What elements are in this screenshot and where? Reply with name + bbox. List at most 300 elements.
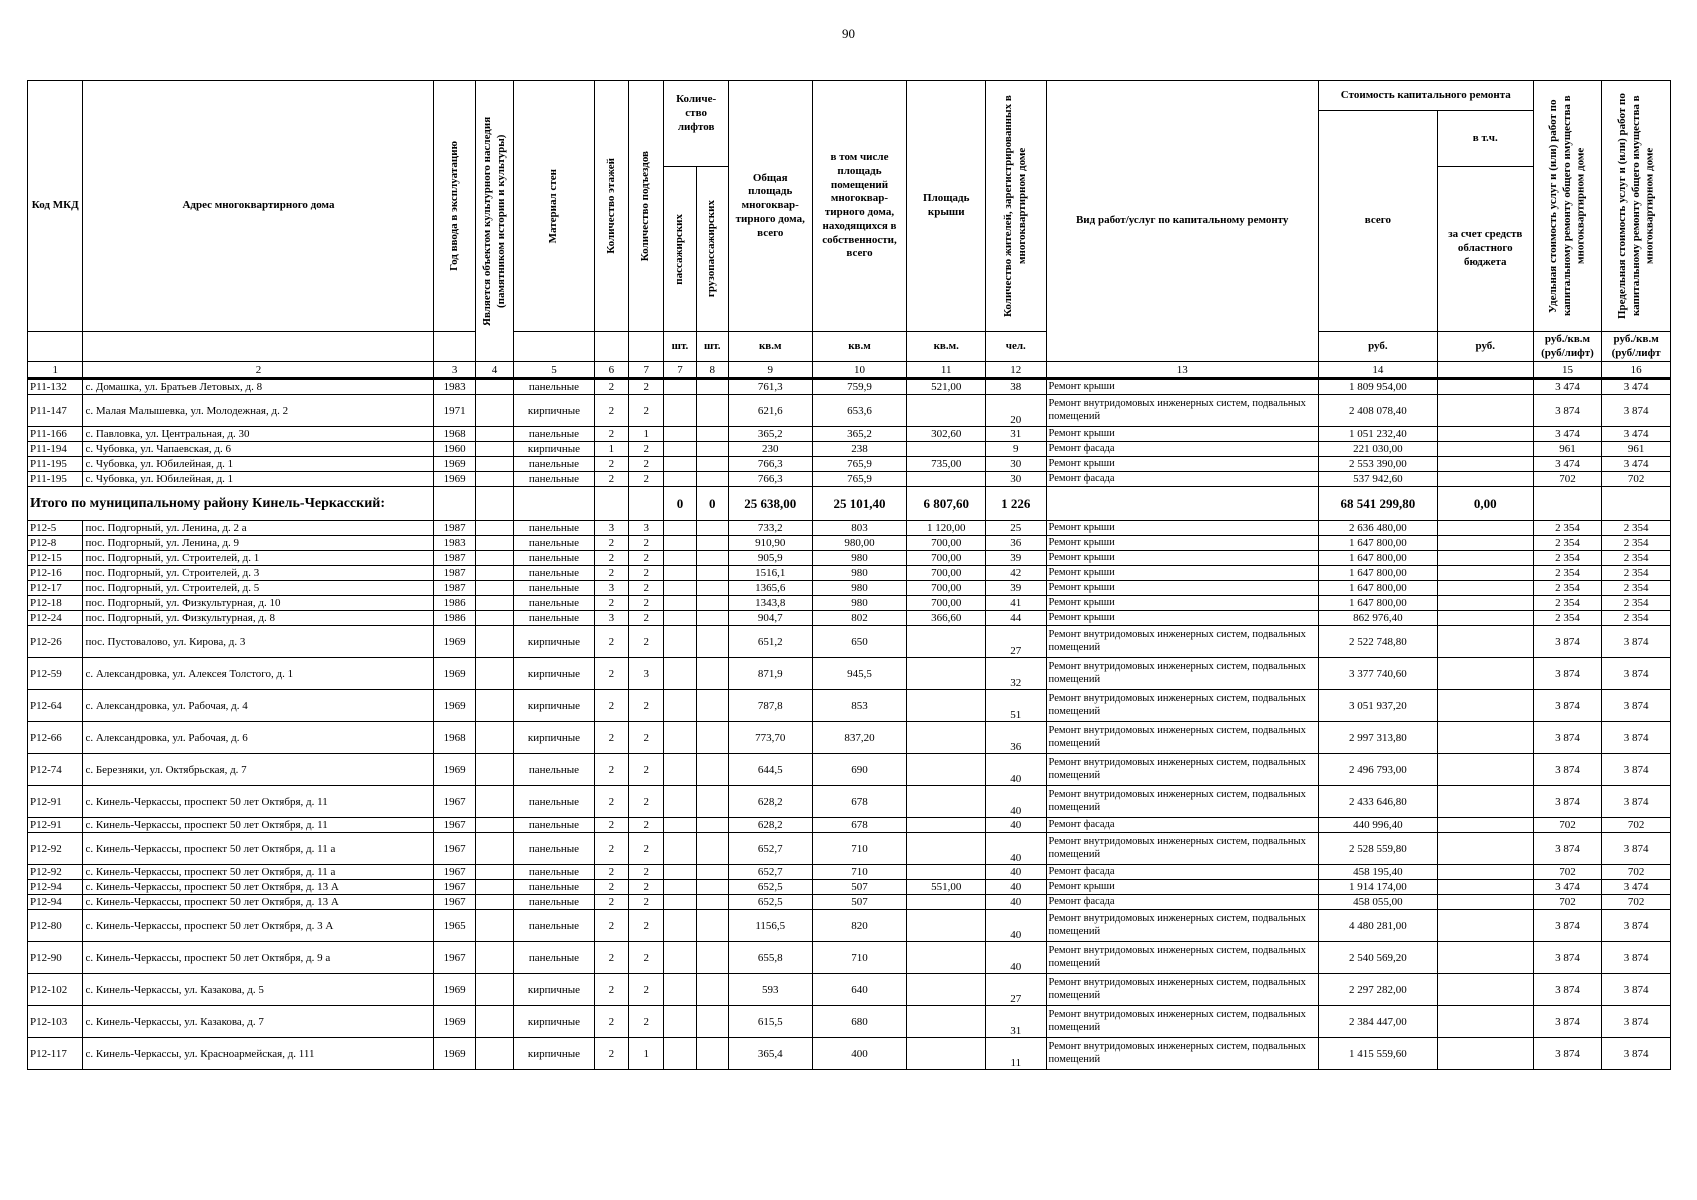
cell-year: 1987 — [434, 521, 475, 536]
table-row — [28, 1038, 1671, 1070]
cell-code: Р12-59 — [28, 658, 83, 690]
cell-heritage — [475, 754, 513, 786]
cell-lifts-pass — [664, 942, 696, 974]
cell-roof-area — [907, 722, 986, 754]
cell-floors: 2 — [594, 472, 628, 487]
cell-lifts-cargo — [696, 865, 728, 880]
cell-max-cost: 3 874 — [1602, 754, 1671, 786]
cell-heritage — [475, 395, 513, 427]
cell-walls: кирпичные — [514, 722, 595, 754]
cell-owned-area: 980,00 — [812, 536, 907, 551]
cell-cost-regional — [1437, 865, 1533, 880]
cell-cost-total: 1 809 954,00 — [1318, 379, 1437, 395]
cell-code: Р12-117 — [28, 1038, 83, 1070]
cell-walls: панельные — [514, 551, 595, 566]
cell-max-cost: 2 354 — [1602, 596, 1671, 611]
cell-year: 1967 — [434, 818, 475, 833]
table-row — [28, 536, 1671, 551]
cell-roof-area: 735,00 — [907, 457, 986, 472]
cell-walls: кирпичные — [514, 626, 595, 658]
cell-cost-regional — [1437, 536, 1533, 551]
cell-floors: 2 — [594, 942, 628, 974]
cell-total-area: 1365,6 — [728, 581, 812, 596]
cell-address: с. Кинель-Черкассы, проспект 50 лет Октября, д. 13 А — [83, 895, 434, 910]
cell-residents: 11 — [986, 1038, 1047, 1070]
cell-year: 1983 — [434, 536, 475, 551]
cell-max-cost: 702 — [1602, 818, 1671, 833]
unit-rub-per-sqm: руб./кв.м (руб/лифт) — [1533, 332, 1602, 362]
table-row — [28, 880, 1671, 895]
cell-cost-total: 2 384 447,00 — [1318, 1006, 1437, 1038]
cell-floors: 2 — [594, 626, 628, 658]
cell-roof-area — [907, 910, 986, 942]
cell-total-area: 230 — [728, 442, 812, 457]
cell-total-area: 871,9 — [728, 658, 812, 690]
district-total — [28, 487, 1671, 521]
cell-max-cost: 2 354 — [1602, 551, 1671, 566]
total-row — [28, 487, 1671, 521]
cell-code: Р11-147 — [28, 395, 83, 427]
cell-work-type: Ремонт фасада — [1046, 865, 1318, 880]
cell-unit-cost: 3 474 — [1533, 379, 1602, 395]
cell-entrances: 2 — [629, 536, 664, 551]
cell-roof-area: 700,00 — [907, 566, 986, 581]
cell-floors: 2 — [594, 910, 628, 942]
cell-total-area: 1516,1 — [728, 566, 812, 581]
cell-unit-cost: 3 874 — [1533, 974, 1602, 1006]
cell-owned-area: 690 — [812, 754, 907, 786]
cell-max-cost: 2 354 — [1602, 581, 1671, 596]
cell-walls: панельные — [514, 880, 595, 895]
cell-heritage — [475, 942, 513, 974]
cell-lifts-pass — [664, 754, 696, 786]
table-row — [28, 865, 1671, 880]
cell-max-cost: 3 874 — [1602, 942, 1671, 974]
cell-cost-total: 2 528 559,80 — [1318, 833, 1437, 865]
cell-walls: кирпичные — [514, 974, 595, 1006]
cell-lifts-cargo — [696, 974, 728, 1006]
cell-code: Р12-17 — [28, 581, 83, 596]
table-row — [28, 427, 1671, 442]
cell-address: с. Домашка, ул. Братьев Летовых, д. 8 — [83, 379, 434, 395]
cell-lifts-cargo — [696, 581, 728, 596]
cell-unit-cost: 961 — [1533, 442, 1602, 457]
cell-year: 1969 — [434, 626, 475, 658]
col-number: 9 — [728, 362, 812, 379]
cell-heritage — [475, 581, 513, 596]
cell-total-area: 910,90 — [728, 536, 812, 551]
cell-floors: 2 — [594, 395, 628, 427]
cell-max-cost: 3 874 — [1602, 1006, 1671, 1038]
cell-roof-area: 366,60 — [907, 611, 986, 626]
cell-year: 1967 — [434, 942, 475, 974]
cell-work-type: Ремонт внутридомовых инженерных систем, подвальных помещений — [1046, 974, 1318, 1006]
cell-heritage — [475, 626, 513, 658]
cell-residents: 40 — [986, 786, 1047, 818]
cell-code: Р12-64 — [28, 690, 83, 722]
cell-lifts-pass — [664, 395, 696, 427]
cell-residents: 40 — [986, 818, 1047, 833]
header-max-cost: Предельная стоимость услуг и (или) работ по капитальному ремонту общего имущества в многоквартирном доме — [1615, 93, 1655, 319]
cell-entrances: 2 — [629, 611, 664, 626]
cell-address: с. Александровка, ул. Рабочая, д. 6 — [83, 722, 434, 754]
cell-max-cost: 702 — [1602, 865, 1671, 880]
cell-lifts-cargo — [696, 566, 728, 581]
cell-lifts-cargo — [696, 1006, 728, 1038]
cell-lifts-pass — [664, 895, 696, 910]
cell-work-type: Ремонт фасада — [1046, 442, 1318, 457]
cell-lifts-cargo — [696, 472, 728, 487]
header-year: Год ввода в эксплуатацию — [447, 141, 460, 271]
cell-address: с. Березняки, ул. Октябрьская, д. 7 — [83, 754, 434, 786]
cell-code: Р11-132 — [28, 379, 83, 395]
cell-max-cost: 3 874 — [1602, 690, 1671, 722]
table-row — [28, 895, 1671, 910]
header-roof-area: Площадь крыши — [907, 81, 986, 332]
cell-total-area: 766,3 — [728, 472, 812, 487]
cell-entrances: 2 — [629, 833, 664, 865]
cell-total-area: 593 — [728, 974, 812, 1006]
cell-code: Р11-195 — [28, 457, 83, 472]
cell-cost-total: 2 297 282,00 — [1318, 974, 1437, 1006]
cell-heritage — [475, 690, 513, 722]
cell-owned-area: 765,9 — [812, 457, 907, 472]
cell-owned-area: 365,2 — [812, 427, 907, 442]
cell-roof-area — [907, 865, 986, 880]
cell-floors: 3 — [594, 521, 628, 536]
cell-entrances: 2 — [629, 551, 664, 566]
cell-work-type: Ремонт внутридомовых инженерных систем, подвальных помещений — [1046, 754, 1318, 786]
col-number: 3 — [434, 362, 475, 379]
cell-unit-cost: 3 874 — [1533, 1038, 1602, 1070]
cell-lifts-pass — [664, 521, 696, 536]
cell-lifts-cargo — [696, 379, 728, 395]
cell-lifts-pass — [664, 611, 696, 626]
cell-entrances: 2 — [629, 581, 664, 596]
cell-residents: 44 — [986, 611, 1047, 626]
cell-unit-cost: 702 — [1533, 865, 1602, 880]
cell-floors: 2 — [594, 1006, 628, 1038]
cell-unit-cost: 3 874 — [1533, 833, 1602, 865]
cell-work-type: Ремонт крыши — [1046, 581, 1318, 596]
header-cost-incl: в т.ч. — [1437, 111, 1533, 167]
cell-lifts-cargo — [696, 658, 728, 690]
cell-residents: 27 — [986, 974, 1047, 1006]
cell-owned-area: 980 — [812, 581, 907, 596]
cell-lifts-cargo — [696, 690, 728, 722]
cell-address: пос. Подгорный, ул. Физкультурная, д. 8 — [83, 611, 434, 626]
cell-lifts-pass — [664, 910, 696, 942]
col-number: 12 — [986, 362, 1047, 379]
cell-cost-regional — [1437, 395, 1533, 427]
cell-owned-area: 820 — [812, 910, 907, 942]
cell-cost-regional — [1437, 722, 1533, 754]
cell-owned-area: 759,9 — [812, 379, 907, 395]
cell-max-cost: 3 874 — [1602, 658, 1671, 690]
cell-total-area: 652,5 — [728, 880, 812, 895]
cell-cost-regional — [1437, 1006, 1533, 1038]
cell-heritage — [475, 472, 513, 487]
header-cost-regional: за счет средств областного бюджета — [1437, 167, 1533, 332]
cell-roof-area — [907, 974, 986, 1006]
cell-heritage — [475, 457, 513, 472]
cell-address: с. Кинель-Черкассы, проспект 50 лет Октября, д. 11 — [83, 818, 434, 833]
total-area: 25 638,00 — [728, 487, 812, 521]
cell-heritage — [475, 427, 513, 442]
cell-cost-regional — [1437, 427, 1533, 442]
cell-unit-cost: 702 — [1533, 472, 1602, 487]
unit-rub-2: руб. — [1437, 332, 1533, 362]
cell-residents: 9 — [986, 442, 1047, 457]
cell-heritage — [475, 536, 513, 551]
cell-cost-regional — [1437, 786, 1533, 818]
cell-total-area: 628,2 — [728, 818, 812, 833]
cell-unit-cost: 2 354 — [1533, 551, 1602, 566]
header-total-area: Общая площадь многоквар-тирного дома, всего — [728, 81, 812, 332]
cell-cost-regional — [1437, 974, 1533, 1006]
cell-year: 1960 — [434, 442, 475, 457]
capital-repair-table — [27, 80, 1671, 1070]
cell-lifts-pass — [664, 865, 696, 880]
cell-cost-total: 221 030,00 — [1318, 442, 1437, 457]
cell-owned-area: 945,5 — [812, 658, 907, 690]
col-number: 10 — [812, 362, 907, 379]
unit-sqm-2: кв.м — [812, 332, 907, 362]
cell-lifts-cargo — [696, 626, 728, 658]
cell-heritage — [475, 722, 513, 754]
cell-total-area: 904,7 — [728, 611, 812, 626]
cell-max-cost: 2 354 — [1602, 566, 1671, 581]
cell-unit-cost: 2 354 — [1533, 536, 1602, 551]
cell-lifts-cargo — [696, 754, 728, 786]
cell-address: пос. Подгорный, ул. Физкультурная, д. 10 — [83, 596, 434, 611]
cell-address: с. Малая Малышевка, ул. Молодежная, д. 2 — [83, 395, 434, 427]
cell-year: 1967 — [434, 895, 475, 910]
cell-total-area: 655,8 — [728, 942, 812, 974]
cell-year: 1969 — [434, 457, 475, 472]
total-people: 1 226 — [986, 487, 1047, 521]
cell-lifts-pass — [664, 566, 696, 581]
cell-cost-total: 2 496 793,00 — [1318, 754, 1437, 786]
header-heritage: Является объектом культурного наследия (памятником истории и культуры) — [480, 116, 507, 326]
cell-lifts-cargo — [696, 395, 728, 427]
cell-owned-area: 678 — [812, 786, 907, 818]
cell-cost-regional — [1437, 690, 1533, 722]
cell-unit-cost: 702 — [1533, 818, 1602, 833]
cell-max-cost: 3 874 — [1602, 974, 1671, 1006]
cell-unit-cost: 2 354 — [1533, 596, 1602, 611]
cell-code: Р12-24 — [28, 611, 83, 626]
table-header — [28, 81, 1671, 379]
cell-walls: панельные — [514, 833, 595, 865]
cell-residents: 36 — [986, 722, 1047, 754]
cell-cost-total: 1 647 800,00 — [1318, 551, 1437, 566]
cell-entrances: 2 — [629, 865, 664, 880]
cell-work-type: Ремонт крыши — [1046, 427, 1318, 442]
cell-cost-total: 3 377 740,60 — [1318, 658, 1437, 690]
col-number: 15 — [1533, 362, 1602, 379]
cell-lifts-pass — [664, 596, 696, 611]
cell-work-type: Ремонт внутридомовых инженерных систем, подвальных помещений — [1046, 626, 1318, 658]
table-row — [28, 974, 1671, 1006]
cell-work-type: Ремонт внутридомовых инженерных систем, подвальных помещений — [1046, 786, 1318, 818]
cell-floors: 2 — [594, 427, 628, 442]
cell-entrances: 2 — [629, 786, 664, 818]
table-row — [28, 942, 1671, 974]
cell-owned-area: 980 — [812, 551, 907, 566]
cell-heritage — [475, 566, 513, 581]
cell-lifts-cargo — [696, 722, 728, 754]
cell-year: 1967 — [434, 833, 475, 865]
cell-owned-area: 678 — [812, 818, 907, 833]
cell-residents: 40 — [986, 910, 1047, 942]
cell-unit-cost: 2 354 — [1533, 566, 1602, 581]
cell-total-area: 787,8 — [728, 690, 812, 722]
cell-unit-cost: 2 354 — [1533, 521, 1602, 536]
cell-work-type: Ремонт внутридомовых инженерных систем, подвальных помещений — [1046, 395, 1318, 427]
cell-cost-total: 1 914 174,00 — [1318, 880, 1437, 895]
cell-floors: 2 — [594, 974, 628, 1006]
cell-address: с. Чубовка, ул. Юбилейная, д. 1 — [83, 457, 434, 472]
cell-residents: 38 — [986, 379, 1047, 395]
cell-address: с. Кинель-Черкассы, ул. Казакова, д. 7 — [83, 1006, 434, 1038]
table-row — [28, 472, 1671, 487]
cell-unit-cost: 3 874 — [1533, 395, 1602, 427]
cell-work-type: Ремонт крыши — [1046, 457, 1318, 472]
cell-floors: 3 — [594, 611, 628, 626]
cell-max-cost: 961 — [1602, 442, 1671, 457]
cell-heritage — [475, 910, 513, 942]
cell-address: с. Кинель-Черкассы, ул. Красноармейская, д. 111 — [83, 1038, 434, 1070]
cell-residents: 31 — [986, 1006, 1047, 1038]
cell-max-cost: 3 874 — [1602, 395, 1671, 427]
cell-year: 1969 — [434, 754, 475, 786]
cell-max-cost: 3 874 — [1602, 626, 1671, 658]
cell-floors: 2 — [594, 833, 628, 865]
cell-cost-regional — [1437, 521, 1533, 536]
cell-total-area: 628,2 — [728, 786, 812, 818]
cell-cost-regional — [1437, 1038, 1533, 1070]
cell-code: Р12-8 — [28, 536, 83, 551]
total-cost: 68 541 299,80 — [1318, 487, 1437, 521]
cell-address: с. Кинель-Черкассы, проспект 50 лет Октября, д. 13 А — [83, 880, 434, 895]
cell-roof-area: 302,60 — [907, 427, 986, 442]
cell-lifts-pass — [664, 880, 696, 895]
cell-residents: 41 — [986, 596, 1047, 611]
table-row — [28, 442, 1671, 457]
cell-cost-total: 537 942,60 — [1318, 472, 1437, 487]
cell-walls: панельные — [514, 611, 595, 626]
cell-cost-total: 1 415 559,60 — [1318, 1038, 1437, 1070]
cell-walls: панельные — [514, 566, 595, 581]
cell-cost-total: 2 522 748,80 — [1318, 626, 1437, 658]
cell-address: с. Кинель-Черкассы, проспект 50 лет Октября, д. 9 а — [83, 942, 434, 974]
cell-unit-cost: 3 474 — [1533, 427, 1602, 442]
header-code: Код МКД — [28, 81, 83, 332]
cell-address: пос. Подгорный, ул. Строителей, д. 3 — [83, 566, 434, 581]
table-row — [28, 596, 1671, 611]
cell-address: с. Кинель-Черкассы, проспект 50 лет Октября, д. 11 а — [83, 865, 434, 880]
col-number: 6 — [594, 362, 628, 379]
cell-floors: 2 — [594, 865, 628, 880]
cell-entrances: 1 — [629, 427, 664, 442]
cell-total-area: 615,5 — [728, 1006, 812, 1038]
cell-code: Р12-91 — [28, 818, 83, 833]
cell-heritage — [475, 880, 513, 895]
header-walls: Материал стен — [547, 168, 560, 244]
cell-year: 1969 — [434, 1038, 475, 1070]
cell-max-cost: 3 474 — [1602, 457, 1671, 472]
cell-entrances: 2 — [629, 395, 664, 427]
cell-owned-area: 653,6 — [812, 395, 907, 427]
cell-residents: 39 — [986, 551, 1047, 566]
cell-year: 1971 — [434, 395, 475, 427]
cell-address: с. Чубовка, ул. Чапаевская, д. 6 — [83, 442, 434, 457]
cell-entrances: 2 — [629, 974, 664, 1006]
header-owned-area: в том числе площадь помещений многоквар-тирного дома, находящихся в собственности, всего — [812, 81, 907, 332]
cell-entrances: 2 — [629, 942, 664, 974]
cell-walls: кирпичные — [514, 395, 595, 427]
cell-floors: 2 — [594, 722, 628, 754]
cell-owned-area: 710 — [812, 942, 907, 974]
cell-work-type: Ремонт крыши — [1046, 611, 1318, 626]
cell-cost-total: 458 055,00 — [1318, 895, 1437, 910]
cell-code: Р11-194 — [28, 442, 83, 457]
cell-address: пос. Подгорный, ул. Строителей, д. 5 — [83, 581, 434, 596]
table-row — [28, 457, 1671, 472]
cell-unit-cost: 3 874 — [1533, 690, 1602, 722]
cell-floors: 2 — [594, 658, 628, 690]
cell-year: 1968 — [434, 427, 475, 442]
cell-heritage — [475, 551, 513, 566]
cell-owned-area: 980 — [812, 566, 907, 581]
cell-residents: 20 — [986, 395, 1047, 427]
unit-sqm: кв.м — [728, 332, 812, 362]
cell-cost-regional — [1437, 566, 1533, 581]
col-number: 4 — [475, 362, 513, 379]
cell-cost-total: 862 976,40 — [1318, 611, 1437, 626]
cell-total-area: 652,7 — [728, 833, 812, 865]
cell-total-area: 651,2 — [728, 626, 812, 658]
cell-year: 1987 — [434, 551, 475, 566]
cell-heritage — [475, 596, 513, 611]
cell-walls: кирпичные — [514, 690, 595, 722]
cell-total-area: 621,6 — [728, 395, 812, 427]
cell-lifts-pass — [664, 551, 696, 566]
cell-lifts-cargo — [696, 442, 728, 457]
cell-lifts-pass — [664, 833, 696, 865]
table-row — [28, 626, 1671, 658]
cell-cost-regional — [1437, 833, 1533, 865]
cell-lifts-pass — [664, 1038, 696, 1070]
cell-residents: 31 — [986, 427, 1047, 442]
cell-cost-regional — [1437, 626, 1533, 658]
rows-district-12 — [28, 521, 1671, 1070]
cell-walls: панельные — [514, 457, 595, 472]
table-row — [28, 581, 1671, 596]
cell-roof-area: 700,00 — [907, 536, 986, 551]
unit-sqm-3: кв.м. — [907, 332, 986, 362]
cell-roof-area — [907, 658, 986, 690]
cell-residents: 40 — [986, 754, 1047, 786]
cell-address: с. Кинель-Черкассы, проспект 50 лет Октября, д. 11 а — [83, 833, 434, 865]
cell-year: 1969 — [434, 974, 475, 1006]
cell-unit-cost: 3 474 — [1533, 880, 1602, 895]
cell-heritage — [475, 1038, 513, 1070]
cell-heritage — [475, 818, 513, 833]
cell-lifts-pass — [664, 442, 696, 457]
cell-residents: 51 — [986, 690, 1047, 722]
